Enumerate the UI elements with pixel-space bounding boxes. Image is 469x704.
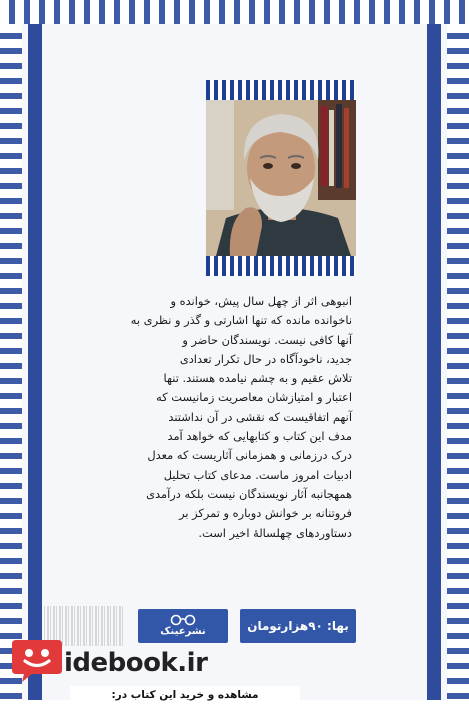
blurb-line: فروتنانه بر خوانش دوباره و تمرکز بر (179, 506, 352, 521)
watermark-caption: مشاهده و خرید این کتاب در: (70, 686, 300, 704)
blurb-line: جدید، ناخودآگاه در حال تکرار تعدادی (179, 351, 352, 366)
right-stripe-border (447, 24, 469, 700)
blurb-line: آنها کافی نیست. نویسندگان حاضر و (182, 332, 352, 347)
blurb-line: ناخوانده مانده که تنها اشارتی و گذر و نظری به (130, 313, 352, 328)
back-cover-blurb (98, 292, 352, 543)
right-blue-band (427, 24, 441, 700)
blurb-line: انبوهی اثر از چهل سال پیش، خوانده و (170, 294, 352, 308)
left-blue-band (28, 24, 42, 700)
watermark-site-name[interactable]: idebook.ir (64, 648, 208, 678)
author-photo-frame (206, 80, 356, 276)
photo-bottom-stripe (206, 256, 356, 276)
blurb-line: آنهم اتفاقیست که نقشی در آن نداشتند (168, 409, 352, 424)
watermark-bar[interactable] (0, 636, 300, 700)
left-stripe-border (0, 24, 22, 700)
blurb-line: تلاش عقیم و به چشم نیامده هستند. تنها (163, 371, 352, 386)
blurb-line: مدف این کتاب و کتابهایی که خواهد آمد (167, 429, 352, 444)
blurb-line: اعتبار و امتیازشان معاصریت زمانیست که (156, 390, 352, 405)
author-portrait-illustration (206, 100, 356, 256)
price-label: بها: ۹۰هزارتومان (247, 619, 349, 633)
idebook-logo-icon (10, 636, 64, 684)
glasses-logo-icon (168, 614, 198, 626)
photo-top-stripe (206, 80, 356, 100)
top-stripe-border (0, 0, 469, 24)
publisher-name: نشرعینک (160, 626, 206, 637)
blurb-line: همهجانبه آثار نویسندگان نیست بلکه درآمدی (146, 486, 352, 501)
blurb-line: دستاوردهای چهلسالهٔ اخیر است. (198, 525, 352, 540)
blurb-line: ادبیات امروز ماست. مدعای کتاب تحلیل (163, 467, 352, 482)
blurb-line: درک درزمانی و همزمانی آثاریست که معدل (147, 448, 352, 463)
author-photo (206, 100, 356, 256)
